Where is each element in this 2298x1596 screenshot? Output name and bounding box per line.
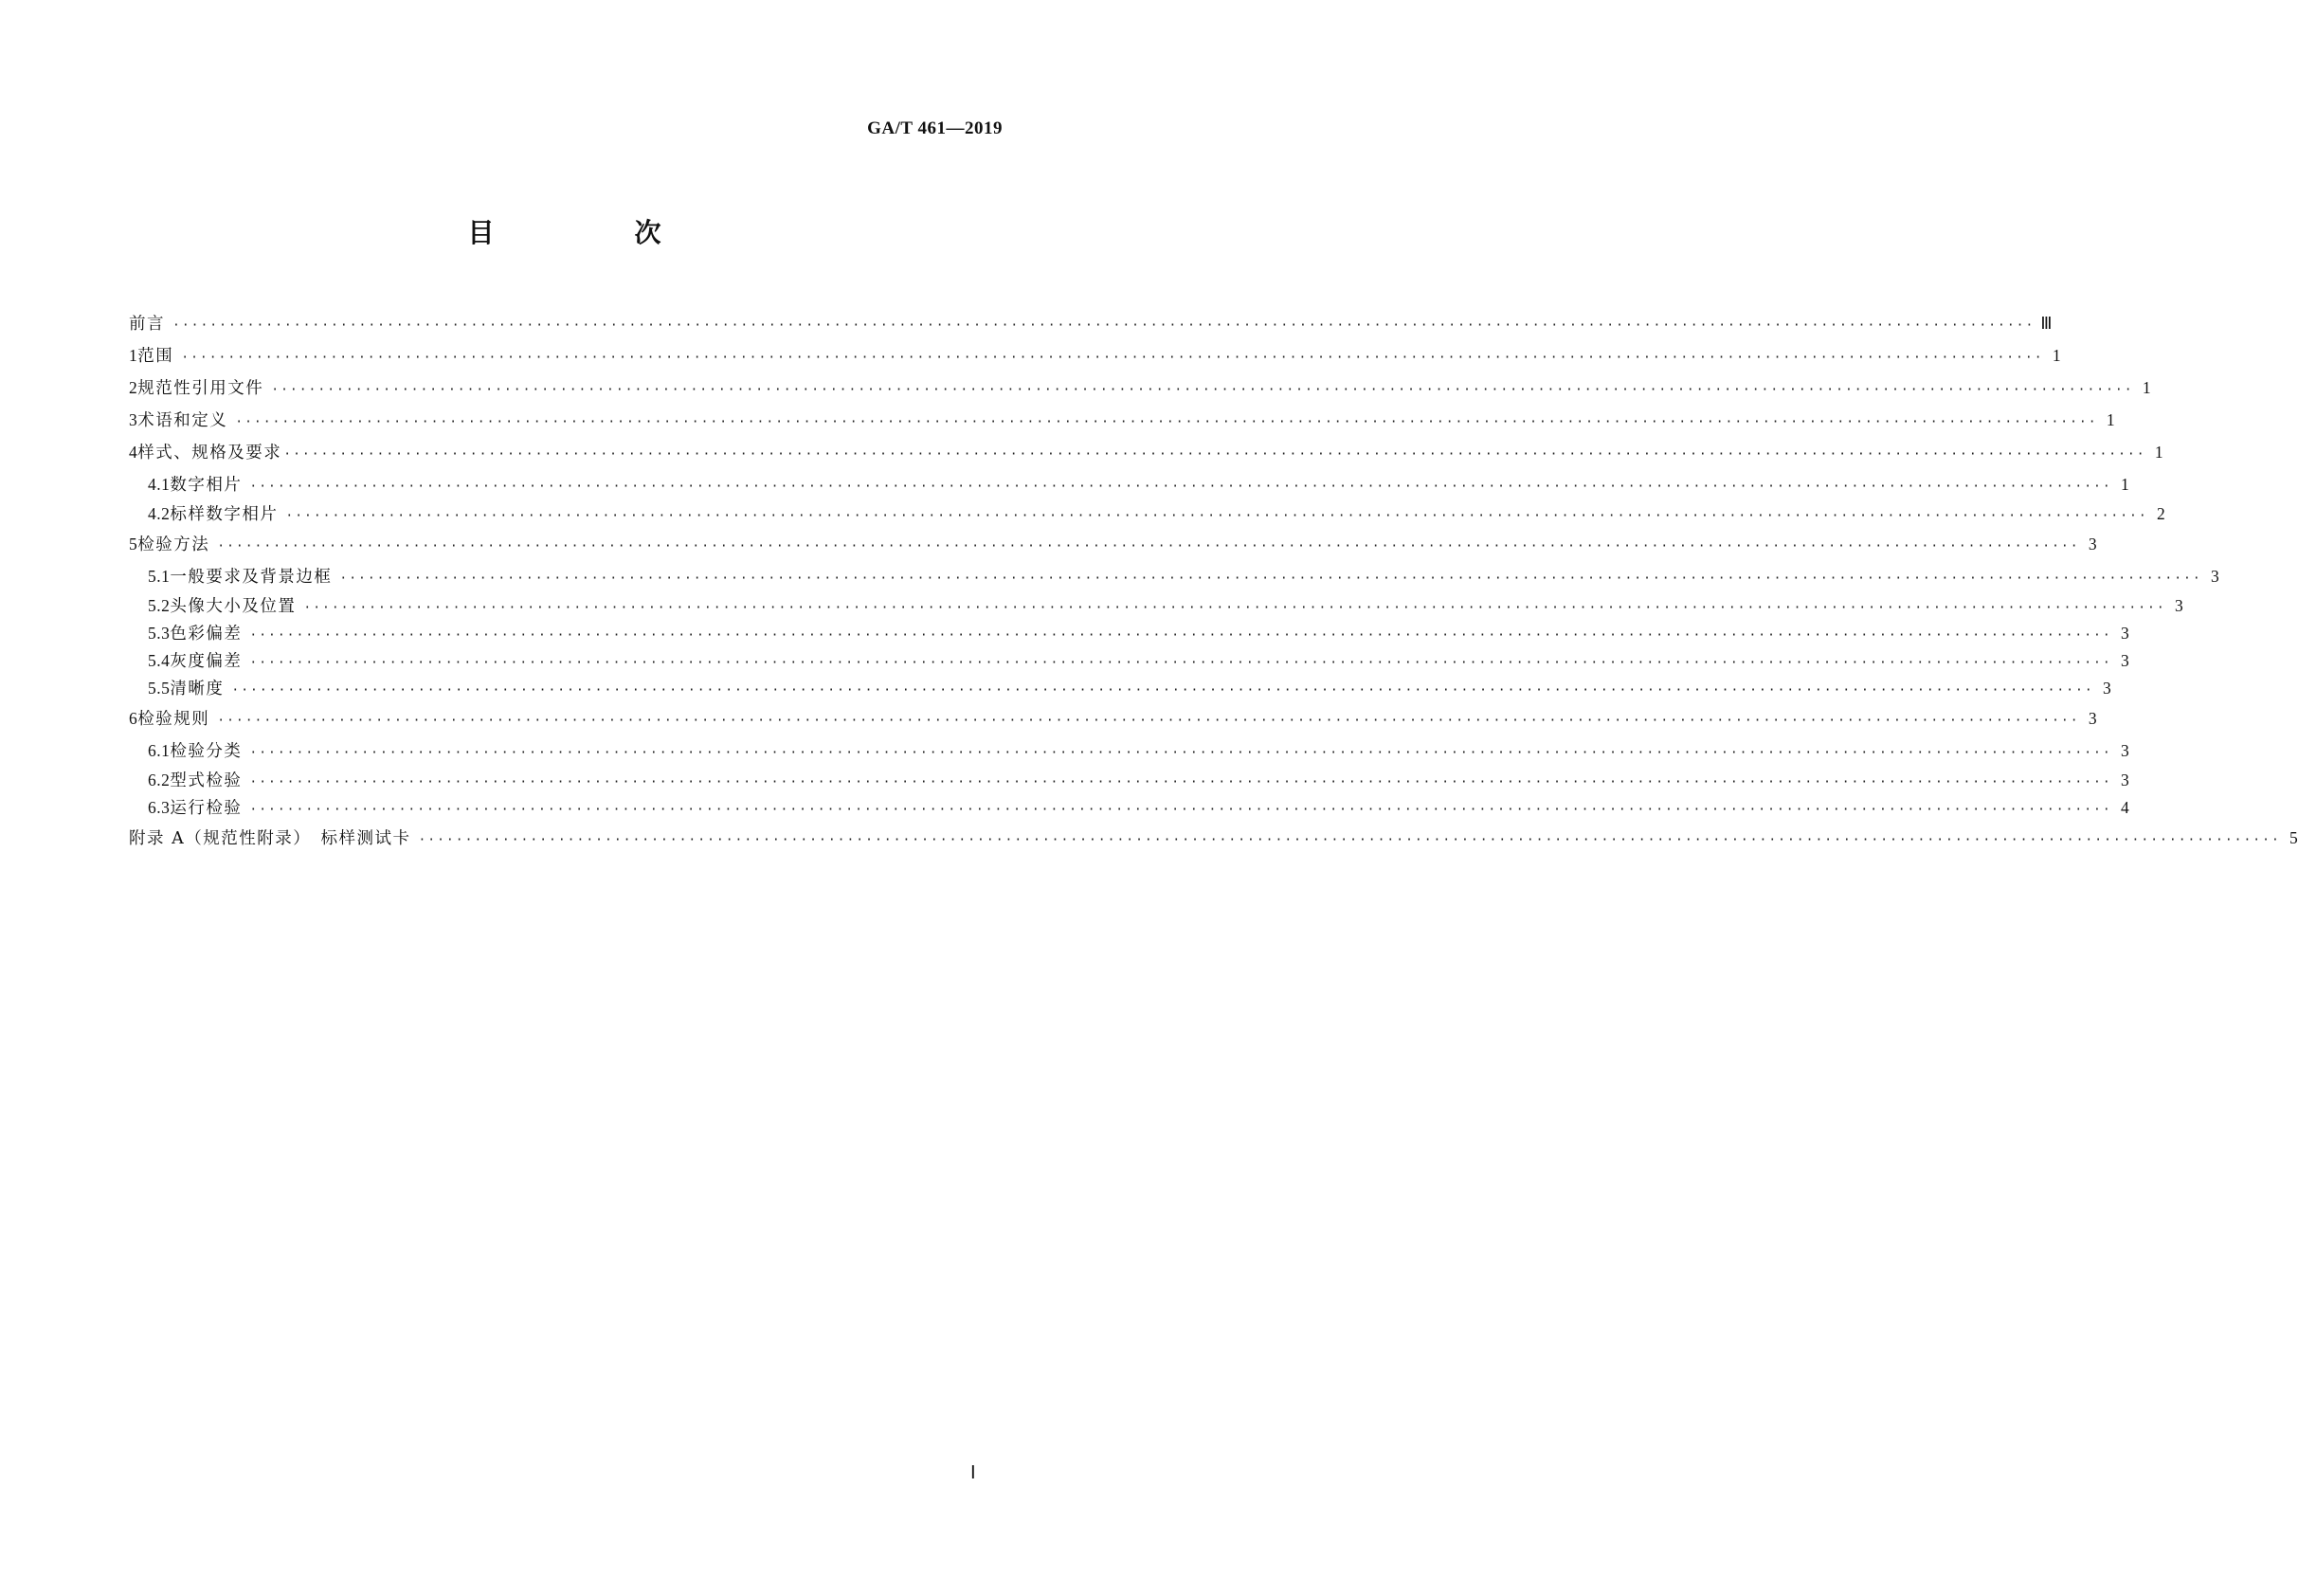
toc-entry-page: 2 [2156,504,2165,523]
toc-entry[interactable] [129,647,2129,675]
toc-entry[interactable] [129,307,2053,339]
page-number: Ⅰ [970,1463,976,1483]
toc-entry-page: 1 [2120,475,2129,494]
toc-entry-page: 1 [2154,443,2163,462]
toc-entry-label: 前言 [129,315,165,334]
toc-entry-page: 4 [2120,798,2129,817]
toc-entry-label: 灰度偏差 [170,652,243,671]
toc-entry[interactable] [129,702,2097,735]
toc-entry-label: 头像大小及位置 [170,597,297,616]
toc-entry[interactable] [129,372,2151,404]
toc-entry[interactable] [129,620,2129,647]
toc-entry-number: 3 [129,410,138,429]
toc-leader-dots: ········································································································································································································ [235,415,2098,429]
toc-entry[interactable] [129,735,2129,767]
toc-entry-number: 4.2 [148,504,171,523]
toc-leader-dots: ········································································································································································································ [249,628,2112,643]
toc-entry-number: 5.5 [148,679,171,698]
toc-leader-dots: ········································································································································································································ [172,318,2036,333]
toc-entry-label: 样式、规格及要求 [137,444,282,462]
toc-entry-number: 5.1 [148,567,171,586]
toc-leader-dots: ········································································································································································································ [271,383,2134,397]
toc-leader-dots: ········································································································································································································ [249,746,2112,760]
toc-entry-label: 检验方法 [137,535,210,554]
toc-entry-page: 1 [2142,378,2151,397]
toc-entry-number: 6 [129,709,138,728]
toc-entry-number: 2 [129,378,138,397]
toc-leader-dots: ········································································································································································································ [418,833,2281,847]
table-of-contents [129,307,2298,854]
toc-entry-label: 规范性引用文件 [137,379,264,398]
toc-entry-page: 3 [2088,709,2097,728]
toc-entry[interactable] [129,822,2298,854]
toc-entry[interactable] [129,436,2163,468]
toc-entry-number: 5.2 [148,596,171,615]
toc-leader-dots: ········································································································································································································ [249,803,2112,817]
toc-entry-page: 3 [2120,741,2129,760]
toc-leader-dots: ········································································································································································································ [181,351,2044,365]
toc-entry-label: 术语和定义 [137,411,228,430]
toc-entry-page: 3 [2120,771,2129,789]
toc-entry-page: 1 [2106,410,2115,429]
toc-entry-label: 检验规则 [137,710,210,729]
toc-entry-label: 范围 [137,347,174,366]
toc-leader-dots: ········································································································································································································ [303,601,2166,615]
toc-entry-page: 3 [2088,535,2097,553]
toc-entry-label: 检验分类 [170,742,243,761]
toc-entry-label: 运行检验 [170,799,243,818]
toc-leader-dots: ········································································································································································································ [217,714,2080,728]
toc-leader-dots: ········································································································································································································ [339,571,2202,586]
toc-entry[interactable] [129,767,2129,794]
toc-entry-number: 5.3 [148,624,171,643]
toc-entry-page: Ⅲ [2040,314,2053,333]
toc-entry-number: 6.2 [148,771,171,789]
toc-entry[interactable] [129,468,2129,500]
toc-entry-number: 5 [129,535,138,553]
toc-entry-label: 标样数字相片 [170,505,279,524]
toc-entry-page: 3 [2120,624,2129,643]
toc-entry-page: 3 [2102,679,2111,698]
toc-entry[interactable] [129,794,2129,822]
toc-entry[interactable] [129,528,2097,560]
toc-entry-number: 4 [129,443,138,462]
toc-entry-page: 1 [2052,346,2061,365]
toc-entry[interactable] [129,675,2111,702]
toc-leader-dots: ········································································································································································································ [283,447,2146,462]
standard-code: GA/T 461—2019 [867,118,1003,138]
toc-leader-dots: ········································································································································································································ [285,509,2148,523]
toc-entry-number: 5.4 [148,651,171,670]
toc-entry-number: 6.1 [148,741,171,760]
toc-entry[interactable] [129,592,2183,620]
toc-leader-dots: ········································································································································································································ [249,775,2112,789]
toc-entry-label: 色彩偏差 [170,625,243,644]
toc-entry-page: 3 [2210,567,2219,586]
toc-entry[interactable] [129,404,2115,436]
toc-entry-page: 3 [2120,651,2129,670]
toc-entry-page: 3 [2174,596,2183,615]
toc-entry-label: 附录 A（规范性附录） 标样测试卡 [129,829,411,848]
toc-entry-page: 5 [2289,828,2298,847]
toc-leader-dots: ········································································································································································································ [217,539,2080,553]
toc-entry-label: 一般要求及背景边框 [170,568,333,587]
toc-entry-number: 1 [129,346,138,365]
toc-entry-label: 清晰度 [170,680,225,698]
toc-leader-dots: ········································································································································································································ [231,683,2094,698]
toc-leader-dots: ········································································································································································································ [249,656,2112,670]
toc-leader-dots: ········································································································································································································ [249,480,2112,494]
toc-entry-label: 数字相片 [170,476,243,495]
toc-entry-label: 型式检验 [170,771,243,790]
page-title: 目 次 [467,217,718,248]
toc-entry-number: 6.3 [148,798,171,817]
toc-entry-number: 4.1 [148,475,171,494]
toc-entry[interactable] [129,500,2165,528]
toc-entry[interactable] [129,560,2219,592]
toc-entry[interactable] [129,339,2061,372]
